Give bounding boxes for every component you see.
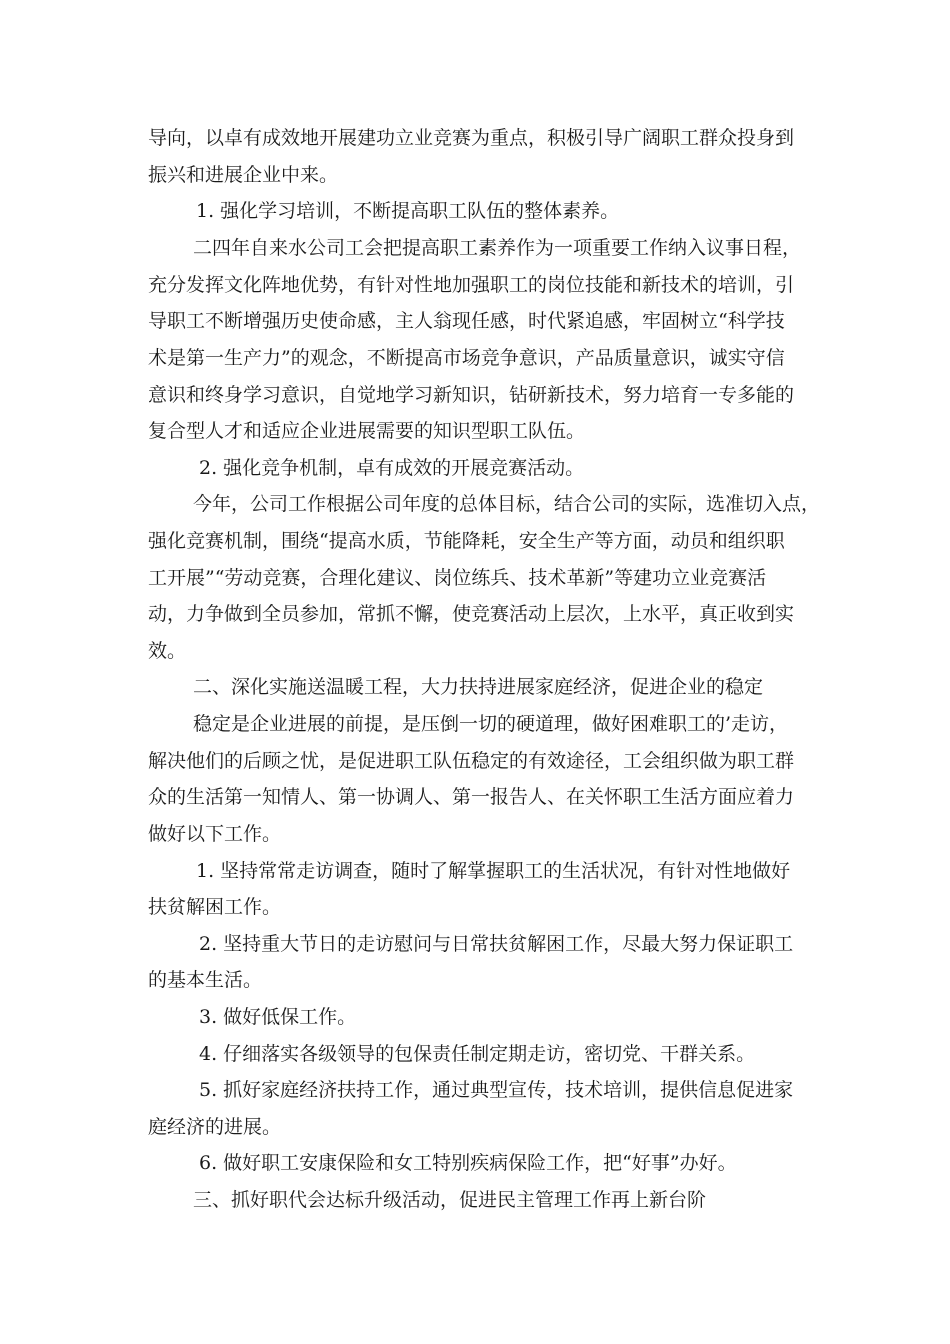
- text-line: 扶贫解困工作。: [148, 896, 282, 918]
- list-item: 2. 坚持重大节日的走访慰问与日常扶贫解困工作，尽最大努力保证职工: [199, 933, 794, 955]
- text-line: 解决他们的后顾之忧，是促进职工队伍稳定的有效途径，工会组织做为职工群: [148, 750, 795, 772]
- text-line: 的基本生活。: [148, 969, 263, 991]
- section-heading: 三、抓好职代会达标升级活动，促进民主管理工作再上新台阶: [193, 1189, 707, 1211]
- text-line: 意识和终身学习意识，自觉地学习新知识，钻研新技术，努力培育一专多能的: [148, 384, 795, 406]
- list-item: 2. 强化竞争机制，卓有成效的开展竞赛活动。: [199, 457, 585, 479]
- section-heading: 二、深化实施送温暖工程，大力扶持进展家庭经济，促进企业的稳定: [193, 676, 764, 698]
- list-item: 1. 坚持常常走访调查，随时了解掌握职工的生活状况，有针对性地做好: [196, 860, 791, 882]
- text-line: 强化竞赛机制，围绕“提高水质，节能降耗，安全生产等方面，动员和组织职: [148, 530, 785, 552]
- list-item: 1. 强化学习培训，不断提高职工队伍的整体素养。: [196, 200, 620, 222]
- text-line: 充分发挥文化阵地优势，有针对性地加强职工的岗位技能和新技术的培训，引: [148, 274, 795, 296]
- text-line: 术是第一生产力”的观念，不断提高市场竞争意识，产品质量意识，诚实守信: [148, 347, 785, 369]
- text-line: 做好以下工作。: [148, 823, 282, 845]
- text-line: 动，力争做到全员参加，常抓不懈，使竞赛活动上层次，上水平，真正收到实: [148, 603, 795, 625]
- list-item: 5. 抓好家庭经济扶持工作，通过典型宣传，技术培训，提供信息促进家: [199, 1079, 794, 1101]
- text-line: 稳定是企业进展的前提，是压倒一切的硬道理，做好困难职工的’走访，: [193, 713, 789, 735]
- text-line: 工开展”“劳动竞赛，合理化建议、岗位练兵、技术革新”等建功立业竞赛活: [148, 567, 767, 589]
- text-line: 复合型人才和适应企业进展需要的知识型职工队伍。: [148, 420, 586, 442]
- text-line: 导职工不断增强历史使命感，主人翁现任感，时代紧追感，牢固树立“科学技: [148, 310, 785, 332]
- text-line: 导向，以卓有成效地开展建功立业竞赛为重点，积极引导广阔职工群众投身到: [148, 127, 795, 149]
- text-line: 振兴和进展企业中来。: [148, 164, 339, 186]
- text-line: 庭经济的进展。: [148, 1116, 282, 1138]
- list-item: 4. 仔细落实各级领导的包保责任制定期走访，密切党、干群关系。: [199, 1043, 756, 1065]
- text-line: 效。: [148, 640, 187, 662]
- text-line: 今年，公司工作根据公司年度的总体目标，结合公司的实际，选准切入点，: [193, 493, 821, 515]
- list-item: 3. 做好低保工作。: [199, 1006, 357, 1028]
- text-line: 二四年自来水公司工会把提高职工素养作为一项重要工作纳入议事日程，: [193, 237, 802, 259]
- list-item: 6. 做好职工安康保险和女工特别疾病保险工作，把“好事”办好。: [199, 1152, 737, 1174]
- text-line: 众的生活第一知情人、第一协调人、第一报告人、在关怀职工生活方面应着力: [148, 786, 795, 808]
